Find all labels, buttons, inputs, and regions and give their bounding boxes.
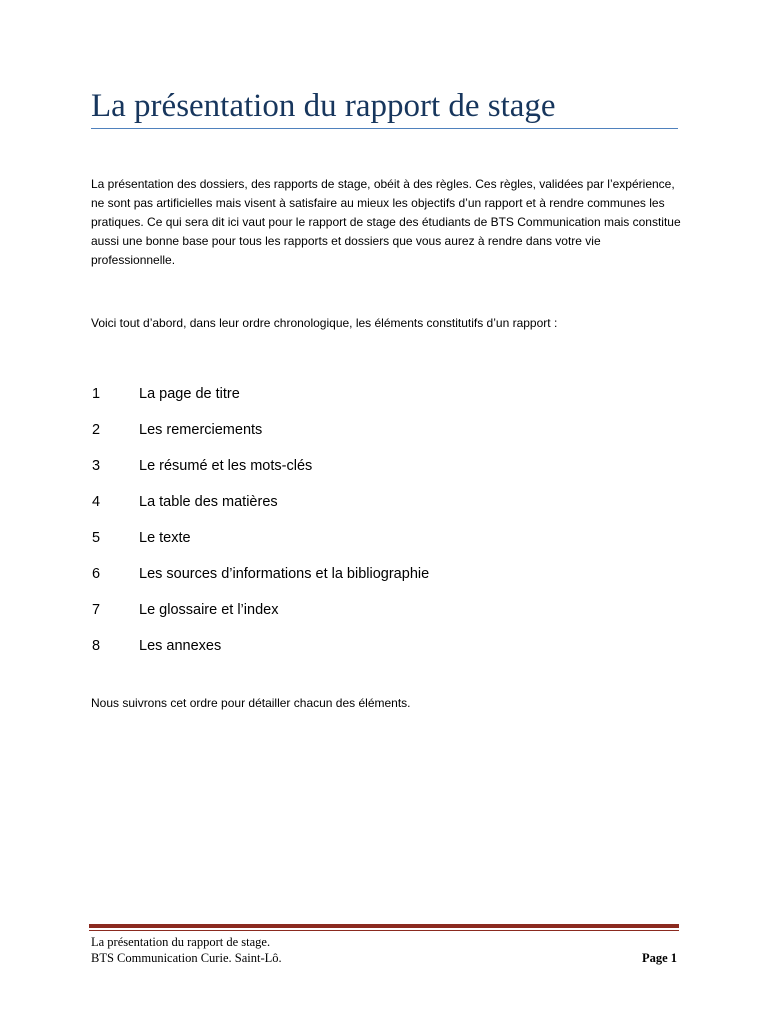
footer-document-title: La présentation du rapport de stage. xyxy=(91,935,271,949)
intro-paragraph: La présentation des dossiers, des rapports de stage, obéit à des règles. Ces règles, validées par l’expérience, ne sont pas artificielles mais visent à satisfaire au mieux les objectifs d’un rapport et à rendre communes les pratiques. Ce qui sera dit ici vaut pour le rapport de stage des étudiants de BTS Communication mais constitue aussi une bonne base pour tous les rapports et dossiers que vous aurez à rendre dans votre vie professionnelle. xyxy=(91,177,681,267)
list-item xyxy=(91,592,681,628)
list-item-label: La table des matières xyxy=(139,494,278,510)
list-item-label: La page de titre xyxy=(139,386,240,402)
list-item-number: 2 xyxy=(92,422,101,438)
footer-rule-thin xyxy=(89,930,679,931)
footer-school: BTS Communication Curie. Saint-Lô. xyxy=(91,951,282,965)
list-item-label: Les annexes xyxy=(139,638,222,654)
list-item-number: 7 xyxy=(92,602,101,618)
list-item-number: 1 xyxy=(92,386,101,402)
list-item xyxy=(91,376,681,412)
list-item xyxy=(91,448,681,484)
list-item xyxy=(91,556,681,592)
list-item-number: 6 xyxy=(92,566,101,582)
page-number: Page 1 xyxy=(641,951,677,965)
closing-paragraph: Nous suivrons cet ordre pour détailler chacun des éléments. xyxy=(91,696,411,710)
list-item xyxy=(91,628,681,664)
title-underline xyxy=(91,128,678,129)
list-item-number: 5 xyxy=(92,530,101,546)
list-item xyxy=(91,484,681,520)
list-item-label: Les remerciements xyxy=(139,422,263,438)
list-item-number: 3 xyxy=(92,458,101,474)
list-item xyxy=(91,412,681,448)
list-item-label: Les sources d’informations et la bibliographie xyxy=(139,566,430,582)
list-item-number: 4 xyxy=(92,494,101,510)
list-item-number: 8 xyxy=(92,638,101,654)
list-item-label: Le résumé et les mots-clés xyxy=(139,458,313,474)
list-item-label: Le glossaire et l’index xyxy=(139,602,279,618)
list-intro: Voici tout d’abord, dans leur ordre chronologique, les éléments constitutifs d’un rapport : xyxy=(91,316,558,330)
list-item-label: Le texte xyxy=(139,530,191,546)
page-title: La présentation du rapport de stage xyxy=(91,88,556,124)
list-item xyxy=(91,520,681,556)
report-elements-list xyxy=(91,376,681,664)
footer-rule-thick xyxy=(89,924,679,928)
